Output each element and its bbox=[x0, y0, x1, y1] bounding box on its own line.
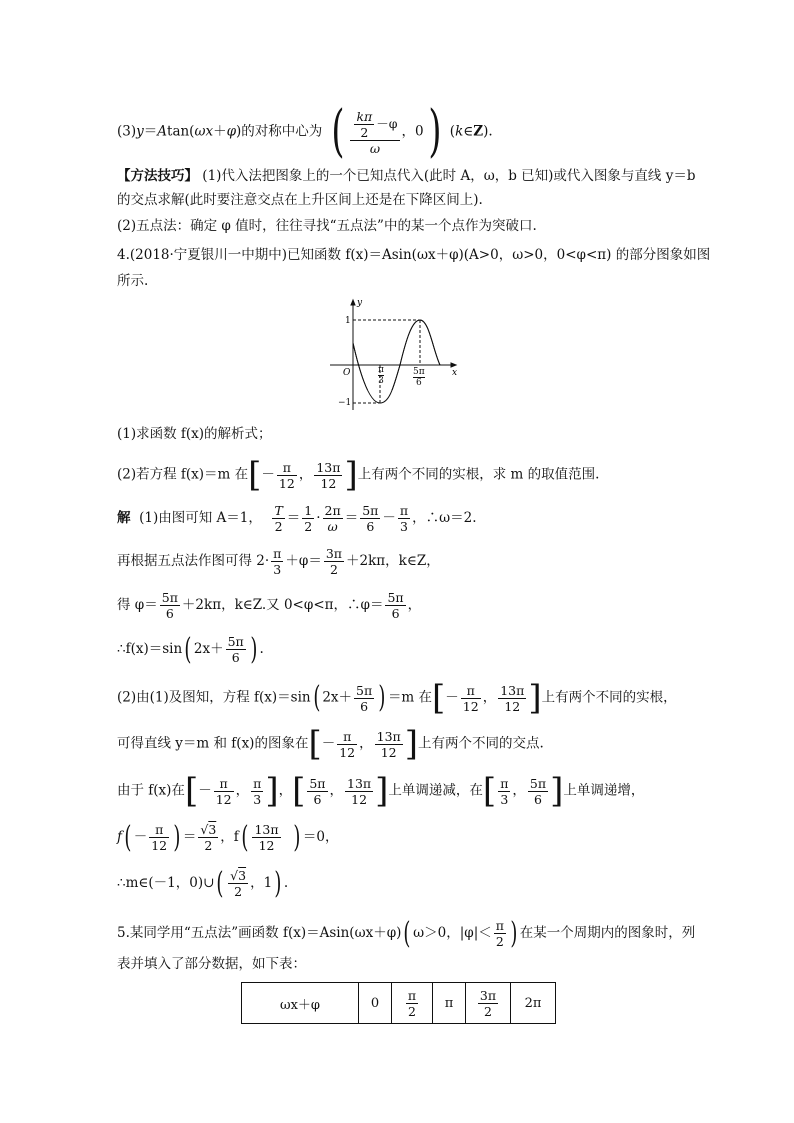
solution-line-4: ∴f(x)＝sin( 2x＋ $\frac{5\pi}{6}$ ) . bbox=[117, 631, 264, 667]
table-row bbox=[242, 983, 556, 1024]
solution-line-9: ∴m∈(－1，0)∪( $\frac{√3}{2}$ ，1) . bbox=[117, 865, 289, 901]
question-4-stem: 4.(2018·宁夏银川一中期中)已知函数 f(x)＝Asin(ωx＋φ)(A>0，ω>0，0<φ<π) 的部分图象如图 bbox=[117, 247, 711, 263]
table-cell: π bbox=[433, 983, 466, 1024]
solution-line-8: f( － $\frac{\pi}{12}$ ) ＝ $\frac{√3}{2}$ ，f( $\frac{13\pi}{12}$ ) ＝0， bbox=[117, 819, 339, 855]
text-line-symmetry-center: (3)y＝Atan(ωx＋φ)的对称中心为 ( $\frac{k\pi}{2}$ －φ ω ，0) (k∈Z). bbox=[117, 99, 493, 164]
solution-line-6: 可得直线 y＝m 和 f(x)的图象在[－ $\frac{\pi}{12}$ ， $\frac{13\pi}{12}$ ]上有两个不同的交点. bbox=[117, 724, 544, 764]
question-4-part-2: (2)若方程 f(x)＝m 在[－ $\frac{\pi}{12}$ ， $\frac{13\pi}{12}$ ]上有两个不同的实根，求 m 的取值范围. bbox=[117, 455, 600, 495]
question-5-stem: 5.某同学用“五点法”画函数 f(x)＝Asin(ωx＋φ)( ω＞0，|φ|＜ $\frac{\pi}{2}$ ) 在某一个周期内的图象时，列 bbox=[117, 915, 696, 951]
tick-five-pi-sixth: 5π 6 bbox=[413, 367, 425, 388]
question-4-part-1: (1)求函数 f(x)的解析式； bbox=[117, 426, 272, 442]
y-label: y bbox=[357, 298, 363, 308]
graph-extra-ticks bbox=[330, 295, 460, 415]
method-tip-1: 【方法技巧】 (1)代入法把图象上的一个已知点代入(此时 A，ω，b 已知)或代入图象与直线 y＝b bbox=[117, 168, 696, 184]
x-label: x bbox=[452, 368, 458, 378]
tick-pi-third: π 3 bbox=[378, 365, 384, 386]
origin-label: O bbox=[343, 368, 351, 378]
fraction-center: $\frac{k\pi}{2}$ －φ ω bbox=[350, 109, 399, 156]
method-tip-3: (2)五点法：确定 φ 值时，往往寻找“五点法”中的某一个点作为突破口. bbox=[117, 218, 537, 234]
method-tip-2: 的交点求解(此时要注意交点在上升区间上还是在下降区间上). bbox=[117, 192, 483, 208]
question-4-stem-2: 所示. bbox=[117, 273, 149, 289]
table-cell: $\frac{3\pi}{2}$ bbox=[466, 983, 511, 1024]
table-cell: 0 bbox=[359, 983, 392, 1024]
solution-line-2: 再根据五点法作图可得 2· $\frac{\pi}{3}$ ＋φ＝ $\frac{3\pi}{2}$ ＋2kπ，k∈Z， bbox=[117, 546, 440, 577]
table-cell: $\frac{\pi}{2}$ bbox=[392, 983, 433, 1024]
solution-line-1: 解 (1)由图可知 A＝1， $\frac{T}{2}$ ＝ $\frac{1}{2}$ · $\frac{2\pi}{\omega}$ ＝ $\frac{5\pi}{6}$ － $\frac{\pi}{3}$ ，∴ω＝2. bbox=[117, 503, 477, 534]
tick-minus-1: −1 bbox=[338, 398, 352, 408]
tick-1: 1 bbox=[345, 316, 351, 326]
five-point-table bbox=[241, 982, 556, 1024]
question-5-stem-2: 表并填入了部分数据，如下表： bbox=[117, 956, 306, 972]
solution-line-7: 由于 f(x)在[－ $\frac{\pi}{12}$ ， $\frac{\pi}{3}$ ]，[ $\frac{5\pi}{6}$ ， $\frac{13\pi}{12}$ ]上单调递减，在[ $\frac{\pi}{3}$ ， $\frac{5\pi}{6}$ ]上单调递增， bbox=[117, 771, 645, 811]
table-cell: 2π bbox=[511, 983, 556, 1024]
solution-line-5: (2)由(1)及图知，方程 f(x)＝sin( 2x＋ $\frac{5\pi}{6}$ ) ＝m 在[－ $\frac{\pi}{12}$ ， $\frac{13\pi}{12}$ ]上有两个不同的实根， bbox=[117, 678, 677, 718]
solution-line-3: 得 φ＝ $\frac{5\pi}{6}$ ＋2kπ，k∈Z.又 0<φ<π，∴φ＝ $\frac{5\pi}{6}$ ， bbox=[117, 590, 422, 621]
table-header-cell: ωx＋φ bbox=[242, 983, 359, 1024]
